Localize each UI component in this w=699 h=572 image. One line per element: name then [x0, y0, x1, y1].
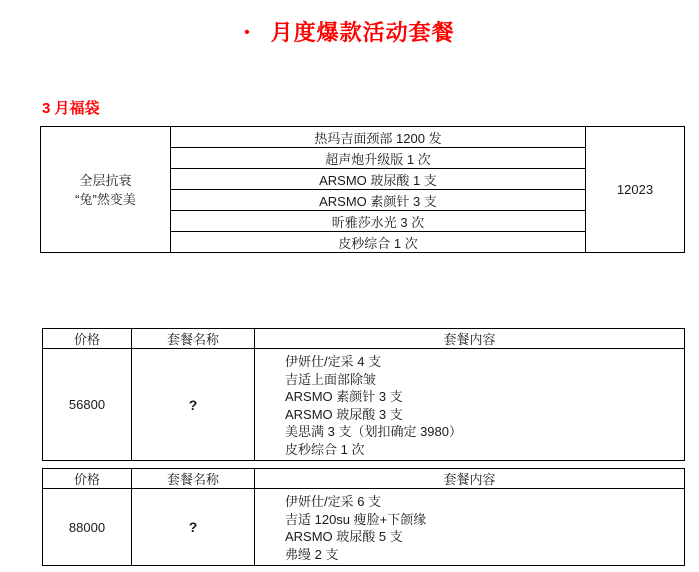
package-item: 伊妍仕/定采 4 支	[285, 354, 382, 369]
package-item: ARSMO 玻尿酸 3 支	[285, 406, 403, 422]
fukudai-package-name-cell	[41, 127, 171, 253]
package-item: ARSMO 素颜针 3 支	[285, 389, 403, 404]
price-cell: 88000	[43, 489, 132, 566]
header-price: 价格	[43, 329, 132, 349]
table-row	[43, 349, 685, 461]
package-name-line2: “兔”然变美	[75, 191, 136, 207]
package-content-cell	[255, 349, 685, 461]
fukudai-item: 昕雅莎水光 3 次	[171, 211, 586, 232]
package-item: 吉适 120su 瘦脸+下颌缘	[285, 511, 427, 527]
table-row	[43, 489, 685, 566]
fukudai-item: 超声炮升级版 1 次	[171, 148, 586, 169]
page-title	[0, 16, 699, 47]
package-item: 皮秒综合 1 次	[285, 441, 365, 457]
package-name-cell: ?	[132, 349, 255, 461]
header-price: 价格	[43, 469, 132, 489]
list-bullet-icon: •	[244, 24, 251, 41]
fukudai-item: ARSMO 玻尿酸 1 支	[171, 169, 586, 190]
header-package-name: 套餐名称	[132, 329, 255, 349]
fukudai-table	[40, 126, 685, 253]
fukudai-item: 皮秒综合 1 次	[171, 232, 586, 253]
package-name-line1: 全层抗衰	[79, 172, 132, 188]
fukudai-price-cell: 12023	[586, 127, 685, 253]
package-name-cell: ?	[132, 489, 255, 566]
page-title-text: 月度爆款活动套餐	[270, 20, 455, 45]
table-header-row	[43, 469, 685, 489]
table-header-row	[43, 329, 685, 349]
header-package-content: 套餐内容	[255, 329, 685, 349]
package-content-cell	[255, 489, 685, 566]
section-label-march-fukudai: 3 月福袋	[42, 100, 100, 117]
package-table-88000	[42, 468, 685, 566]
price-cell: 56800	[43, 349, 132, 461]
package-table-56800	[42, 328, 685, 461]
fukudai-item: 热玛吉面颈部 1200 发	[171, 127, 586, 148]
package-item: 伊妍仕/定采 6 支	[285, 494, 382, 509]
package-item: ARSMO 玻尿酸 5 支	[285, 529, 403, 544]
package-item: 吉适上面部除皱	[285, 371, 377, 387]
header-package-name: 套餐名称	[132, 469, 255, 489]
header-package-content: 套餐内容	[255, 469, 685, 489]
fukudai-item: ARSMO 素颜针 3 支	[171, 190, 586, 211]
package-item: 弗缦 2 支	[285, 546, 339, 562]
table-row	[41, 127, 685, 148]
package-item: 美思满 3 支（划扣确定 3980）	[285, 424, 462, 439]
